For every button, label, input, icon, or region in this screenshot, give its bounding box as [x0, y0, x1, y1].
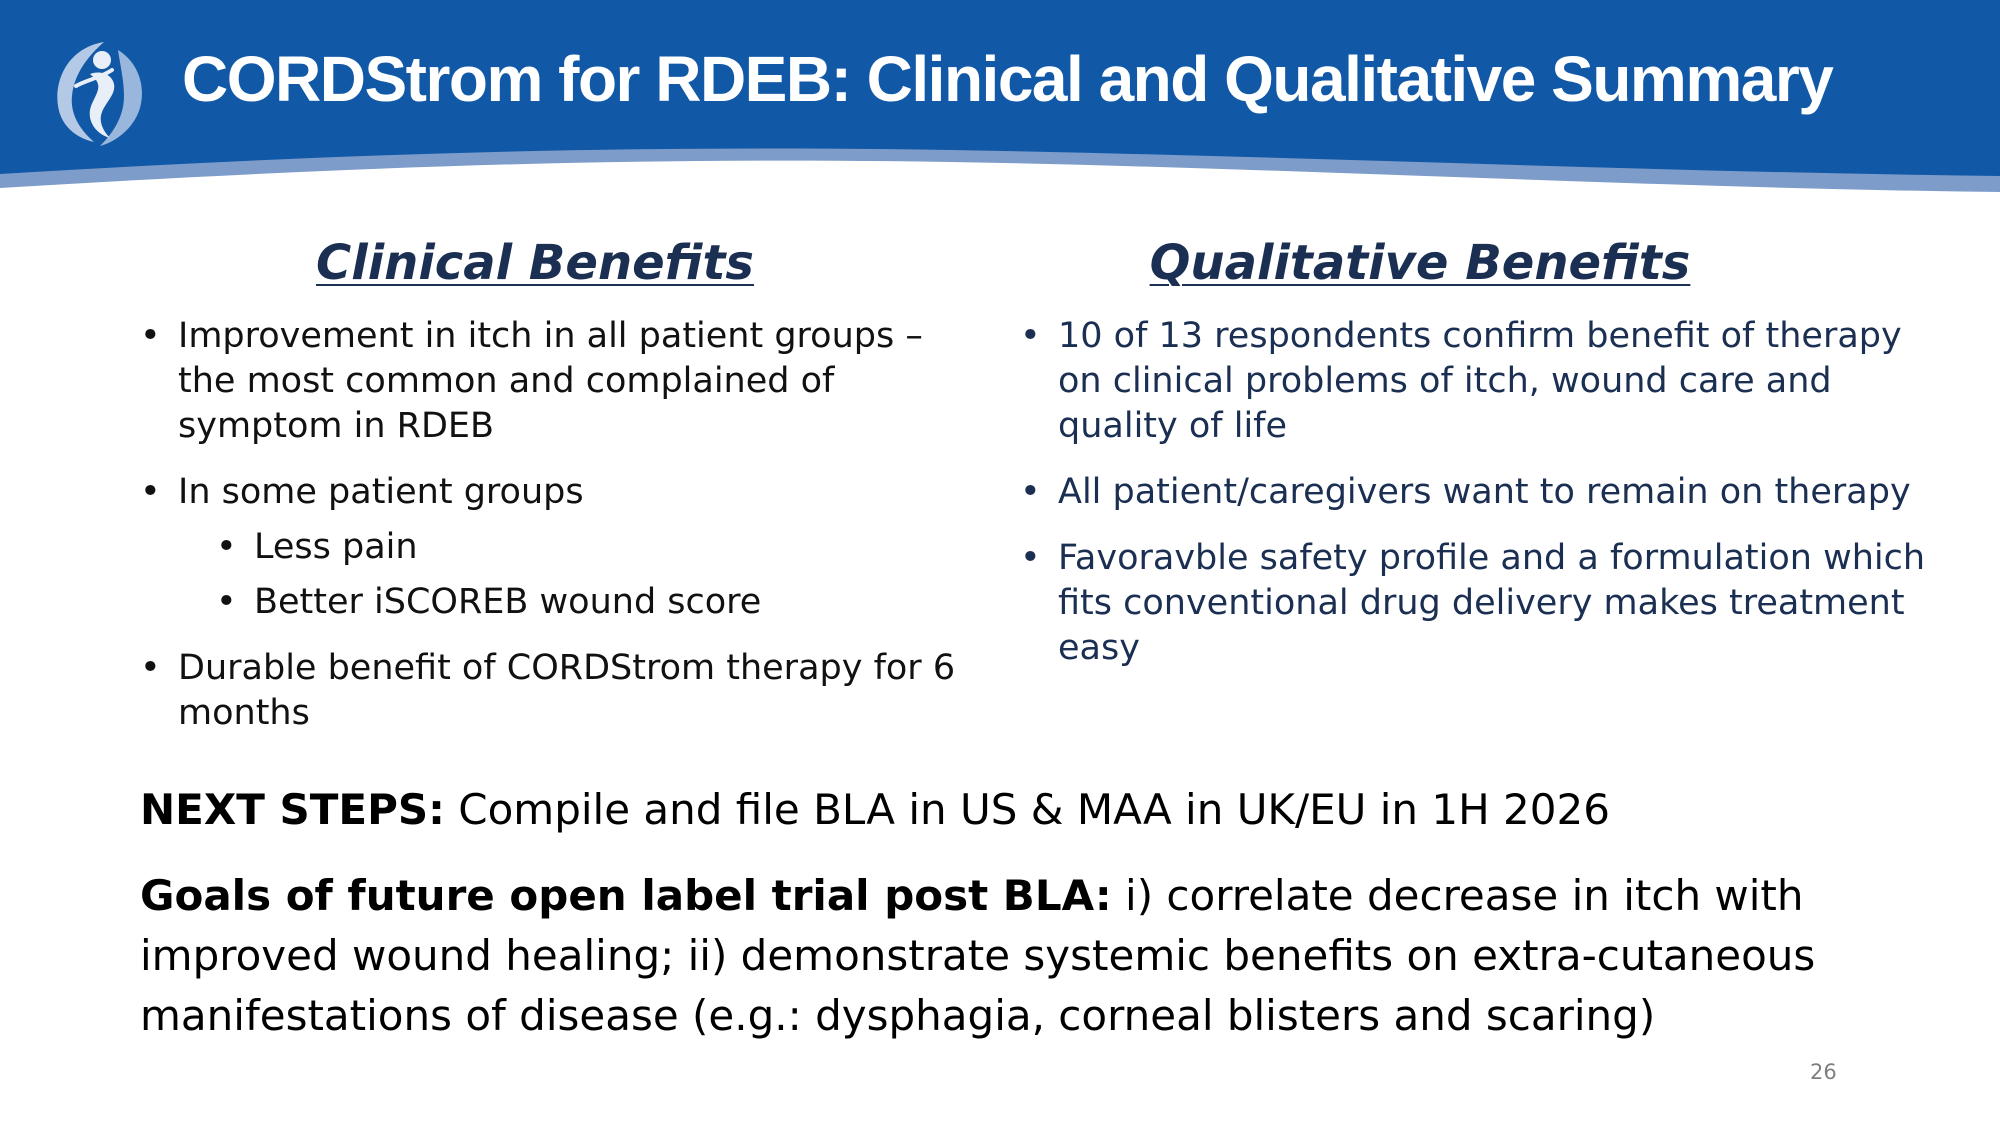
next-steps	[140, 782, 1610, 838]
sub-list-item: • Less pain	[178, 525, 970, 570]
clinical-benefits-list	[130, 314, 970, 736]
qualitative-benefits-column	[1010, 230, 1930, 692]
figure-swirl-logo-icon	[46, 30, 152, 150]
list-item-label: In some patient groups	[178, 472, 584, 512]
next-steps-label: NEXT STEPS:	[140, 785, 445, 834]
qualitative-benefits-list	[1010, 314, 1930, 671]
list-item	[130, 470, 970, 625]
sub-list-item: • Better iSCOREB wound score	[178, 580, 970, 625]
page-number: 26	[1810, 1060, 1837, 1084]
list-item: • 10 of 13 respondents confirm benefit of therapy on clinical problems of itch, wound care and quality of life	[1010, 314, 1930, 449]
goals-text: i) correlate decrease in itch with improved wound healing; ii) demonstrate systemic benefits on extra-cutaneous manifestations of disease (e.g.: dysphagia, corneal blisters and scaring)	[140, 871, 1816, 1040]
sub-list	[178, 525, 970, 625]
clinical-benefits-column	[130, 230, 970, 757]
list-item: • Durable benefit of CORDStrom therapy for 6 months	[130, 646, 970, 736]
qualitative-benefits-heading: Qualitative Benefits	[1149, 235, 1691, 291]
list-item: • Favoravble safety profile and a formulation which fits conventional drug delivery makes treatment easy	[1010, 536, 1930, 671]
goals-label: Goals of future open label trial post BLA:	[140, 871, 1112, 920]
list-item: • All patient/caregivers want to remain on therapy	[1010, 470, 1930, 515]
next-steps-text: Compile and file BLA in US & MAA in UK/EU in 1H 2026	[444, 785, 1610, 834]
list-item: • Improvement in itch in all patient groups – the most common and complained of symptom in RDEB	[130, 314, 970, 449]
clinical-benefits-heading: Clinical Benefits	[316, 235, 754, 291]
slide-title: CORDStrom for RDEB: Clinical and Qualitative Summary	[182, 43, 1833, 115]
future-trial-goals	[140, 866, 1920, 1046]
